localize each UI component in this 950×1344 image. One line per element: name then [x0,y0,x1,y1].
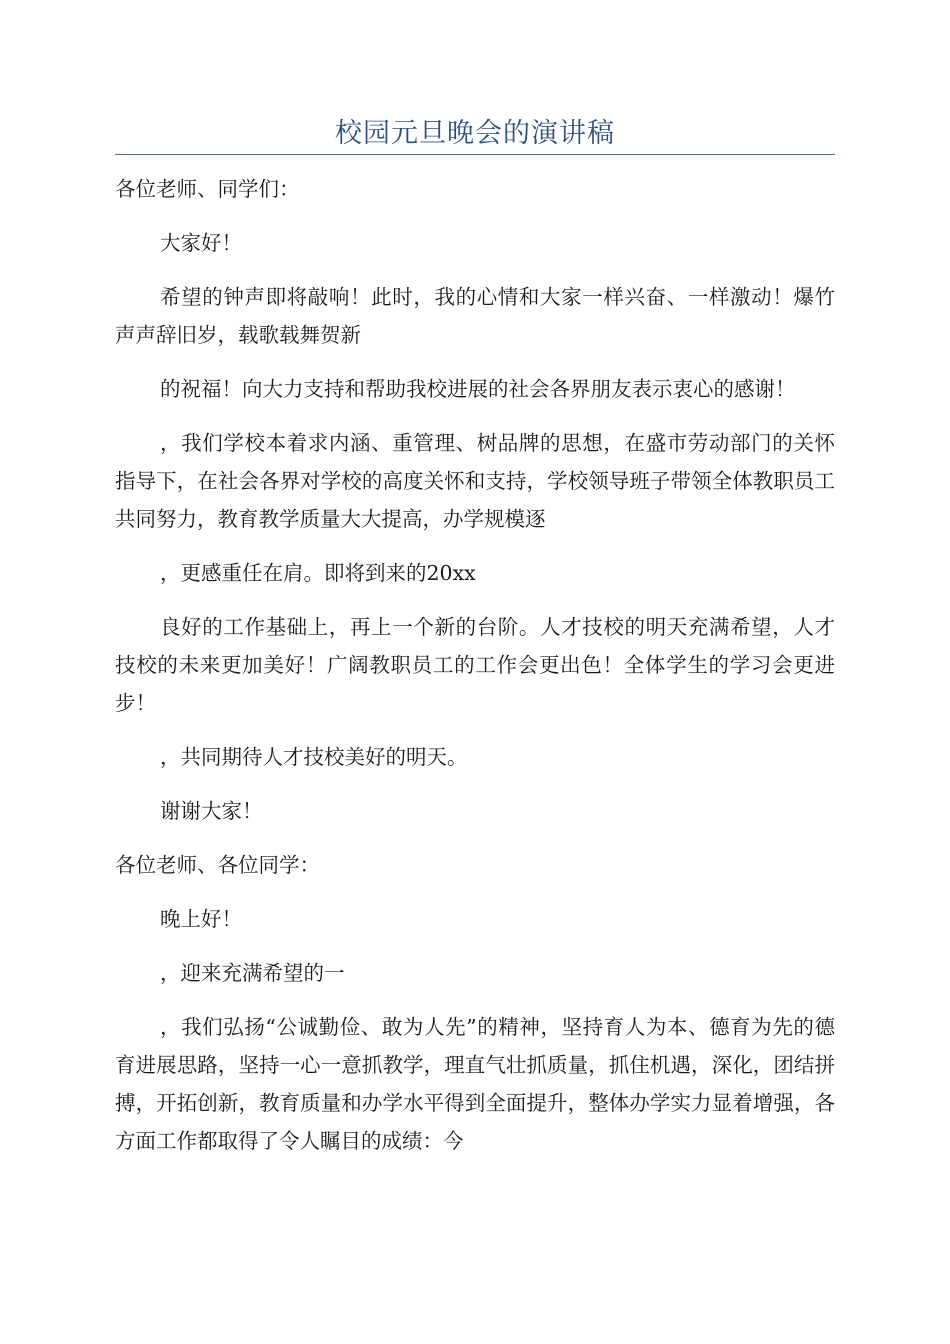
title-underline [115,154,835,155]
paragraph: 大家好！ [160,231,242,255]
document-body [115,170,835,1176]
paragraph: 各位老师、同学们： [115,177,300,201]
paragraph: 希望的钟声即将敲响！此时，我的心情和大家一样兴奋、一样激动！爆竹声声辞旧岁，载歌载舞贺新 [115,285,835,347]
document-title: 校园元旦晚会的演讲稿 [335,118,615,149]
paragraph: ，我们学校本着求内涵、重管理、树品牌的思想，在盛市劳动部门的关怀指导下，在社会各界对学校的高度关怀和支持，学校领导班子带领全体教职员工共同努力，教育教学质量大大提高，办学规模逐 [115,431,835,531]
paragraph: 谢谢大家！ [160,799,263,823]
paragraph: ，我们弘扬“公诚勤俭、敢为人先”的精神，坚持育人为本、德育为先的德育进展思路，坚持一心一意抓教学，理直气壮抓质量，抓住机遇，深化，团结拼搏，开拓创新，教育质量和办学水平得到全面提升，整体办学实力显着增强，各方面工作都取得了令人瞩目的成绩：今 [115,1015,835,1153]
paragraph: 的祝福！向大力支持和帮助我校进展的社会各界朋友表示衷心的感谢！ [160,377,796,401]
paragraph: 晚上好！ [160,907,242,931]
paragraph: ，迎来充满希望的一 [160,961,345,985]
paragraph: 各位老师、各位同学： [115,853,320,877]
paragraph: ，更感重任在肩。即将到来的20xx [160,561,476,585]
paragraph: ，共同期待人才技校美好的明天。 [160,745,468,769]
paragraph: 良好的工作基础上，再上一个新的台阶。人才技校的明天充满希望，人才技校的未来更加美好！广阔教职员工的工作会更出色！全体学生的学习会更进步！ [115,615,835,715]
